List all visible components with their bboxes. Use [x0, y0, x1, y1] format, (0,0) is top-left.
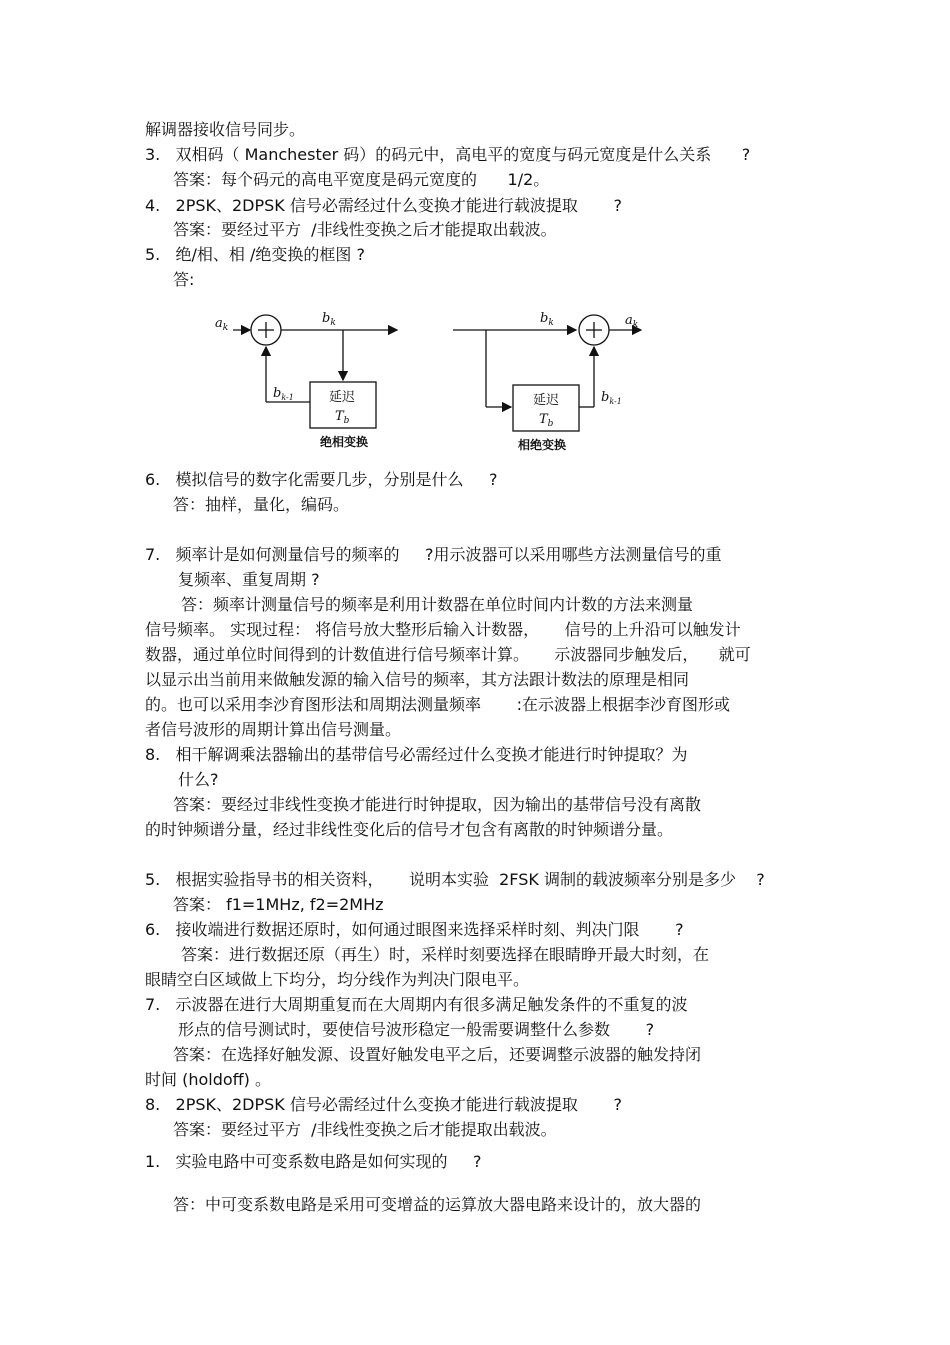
input-label-bk: $b_k$ [540, 311, 554, 328]
answer-line: 的。也可以采用李沙育图形法和周期法测量频率 :在示波器上根据李沙育图形或 [145, 695, 730, 714]
delay-period-label: $T_b$ [335, 409, 350, 426]
delay-label: 延迟 [533, 393, 560, 408]
answer-line: 答: [173, 270, 195, 289]
question-line: 什么? [178, 770, 219, 789]
question-line: 5. 根据实验指导书的相关资料， 说明本实验 2FSK 调制的载波频率分别是多少 ? [145, 870, 765, 889]
answer-line: 者信号波形的周期计算出信号测量。 [145, 720, 402, 739]
question-line: 形点的信号测试时，要使信号波形稳定一般需要调整什么参数 ? [178, 1020, 655, 1039]
question-line: 6. 模拟信号的数字化需要几步，分别是什么 ? [145, 470, 498, 489]
feedback-label-bk-1: $b_{k-1}$ [601, 390, 622, 406]
answer-line: 答案：要经过平方 /非线性变换之后才能提取出载波。 [173, 1120, 557, 1139]
question-line: 4. 2PSK、2DPSK 信号必需经过什么变换才能进行载波提取 ? [145, 196, 622, 215]
answer-line: 答：频率计测量信号的频率是利用计数器在单位时间内计数的方法来测量 [181, 595, 694, 614]
answer-line: 答：抽样，量化，编码。 [173, 495, 350, 514]
answer-line: 眼睛空白区域做上下均分，均分线作为判决门限电平。 [145, 970, 530, 989]
caption-absolute-to-relative: 绝相变换 [320, 435, 369, 449]
answer-line: 答案：要经过非线性变换才能进行时钟提取，因为输出的基带信号没有离散 [173, 795, 702, 814]
answer-line: 的时钟频谱分量，经过非线性变化后的信号才包含有离散的时钟频谱分量。 [145, 820, 674, 839]
answer-line: 答案：每个码元的高电平宽度是码元宽度的 1/2。 [173, 170, 550, 189]
question-line: 5. 绝/相、相 /绝变换的框图 ? [145, 245, 365, 264]
output-label-bk: $b_k$ [322, 311, 336, 328]
transform-block-diagram [205, 305, 655, 455]
answer-line: 信号频率。 实现过程： 将信号放大整形后输入计数器， 信号的上升沿可以触发计 [145, 620, 741, 639]
text-line: 解调器接收信号同步。 [145, 120, 306, 139]
answer-line: 以显示出当前用来做触发源的输入信号的频率，其方法跟计数法的原理是相同 [145, 670, 690, 689]
question-line: 复频率、重复周期 ? [178, 570, 320, 589]
answer-line: 时间 (holdoff) 。 [145, 1070, 272, 1089]
feedback-label-bk-1: $b_{k-1}$ [273, 386, 294, 402]
delay-label: 延迟 [329, 390, 356, 405]
delay-period-label: $T_b$ [539, 412, 554, 429]
output-label-ak: $a_k$ [625, 313, 639, 330]
question-line: 1. 实验电路中可变系数电路是如何实现的 ? [145, 1152, 482, 1171]
question-line: 3. 双相码（ Manchester 码）的码元中，高电平的宽度与码元宽度是什么关系 ? [145, 145, 751, 164]
input-label-ak: $a_k$ [215, 316, 229, 333]
question-line: 8. 相干解调乘法器输出的基带信号必需经过什么变换才能进行时钟提取？为 [145, 745, 688, 764]
question-line: 8. 2PSK、2DPSK 信号必需经过什么变换才能进行载波提取 ? [145, 1095, 622, 1114]
answer-line: 答案：进行数据还原（再生）时，采样时刻要选择在眼睛睁开最大时刻，在 [181, 945, 710, 964]
question-line: 7. 频率计是如何测量信号的频率的 ?用示波器可以采用哪些方法测量信号的重 [145, 545, 722, 564]
answer-line: 数器，通过单位时间得到的计数值进行信号频率计算。 示波器同步触发后， 就可 [145, 645, 751, 664]
answer-line: 答案：在选择好触发源、设置好触发电平之后，还要调整示波器的触发持闭 [173, 1045, 702, 1064]
caption-relative-to-absolute: 相绝变换 [518, 438, 567, 452]
answer-line: 答案： f1=1MHz, f2=2MHz [173, 895, 384, 914]
question-line: 6. 接收端进行数据还原时，如何通过眼图来选择采样时刻、判决门限 ? [145, 920, 684, 939]
question-line: 7. 示波器在进行大周期重复而在大周期内有很多满足触发条件的不重复的波 [145, 995, 688, 1014]
answer-line: 答：中可变系数电路是采用可变增益的运算放大器电路来设计的，放大器的 [173, 1195, 702, 1214]
answer-line: 答案：要经过平方 /非线性变换之后才能提取出载波。 [173, 220, 557, 239]
